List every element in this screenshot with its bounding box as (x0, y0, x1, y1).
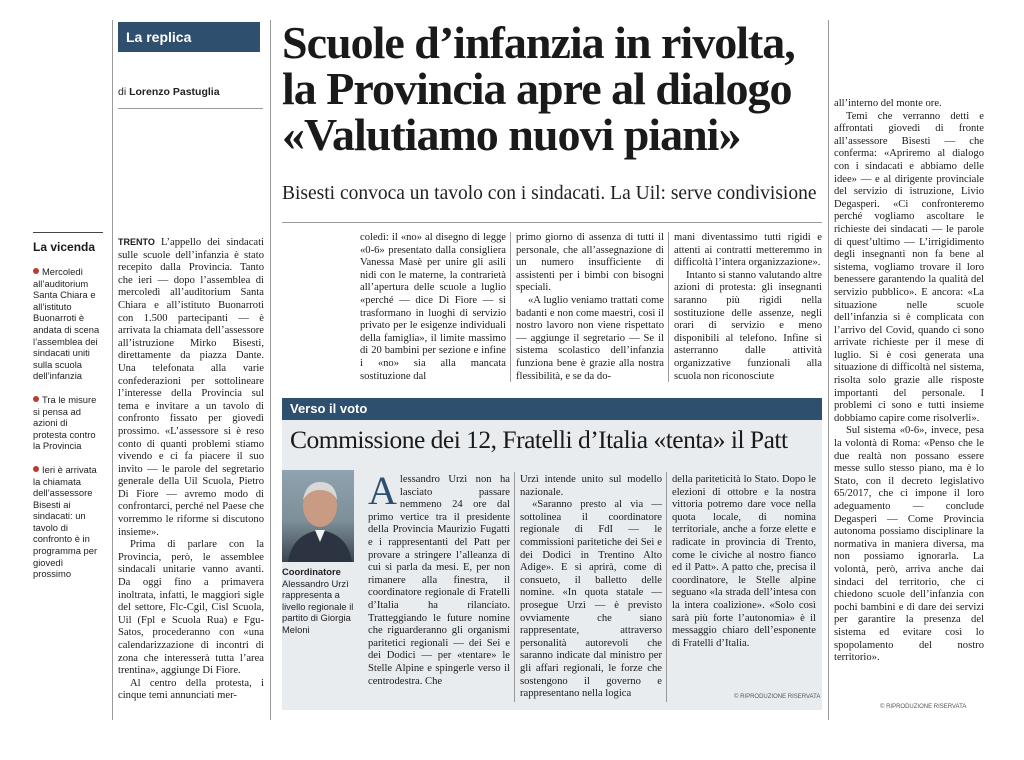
column-rule (668, 232, 669, 382)
headline-divider (282, 222, 822, 223)
article-paragraph: Prima di parlare con la Provincia, però, le assemblee sindacali unitarie vanno avanti. Da oggi fino a primavera inoltrata, infatti, le maggiori sigle del settore, Flc-Cgil, Cisl Scuola, Uil (Fpl e Scuola Rua) e Fgu-Satos, procederanno con «una calendarizzazione di incontri di zona che interesserà tutta l’area trentina», aggiunge Di Fiore. (118, 539, 264, 677)
headline-line-1: Scuole d’infanzia in rivolta, (282, 17, 795, 68)
headline (282, 17, 822, 160)
article-paragraph: Urzì intende unito sul modello nazionale. (520, 474, 662, 498)
article-column-4 (674, 232, 822, 384)
vicenda-item-1: Mercoledì all’auditorium Santa Chiara e all’istituto Buonarroti è andata di scena l’assemblea dei sindacati uniti sulla scuola dell’infanzia (33, 266, 100, 382)
article-paragraph: Alessandro Urzì non ha lasciato passare nemmeno 24 ore dal primo vertice tra il presidente della Provincia Maurizio Fugatti e i rappresentanti del Patt per provare a stringere l’alleanza di cui si parla da mesi. E, per non rimanere alla finestra, il coordinatore regionale di Fratelli d’Italia ha rilanciato. Tratteggiando le future nomine che riguarderanno gli organismi paritetici regionali — dei Sei e dei Dodici — per «tentare» le Stelle Alpine e spingerle verso il centrodestra. Che (368, 474, 510, 687)
copyright-note: © RIPRODUZIONE RISERVATA (880, 704, 967, 710)
voto-column-1 (368, 474, 510, 706)
article-paragraph: mani diventassimo tutti rigidi e attenti ai contratti metteremmo in difficoltà l’intera organizzazione». (674, 232, 822, 269)
vicenda-item-3: Ieri è arrivata la chiamata dell’assessore Bisesti ai sindacati: un tavolo di confronto è in programma per giovedì prossimo (33, 463, 98, 580)
article-column-3 (516, 232, 664, 384)
article-paragraph: Temi che verranno detti e affrontati giovedì di fronte all’assessore Bisesti — che conferma: «Apriremo al dialogo con i sindacati e abbiamo delle idee» — e al dirigente provinciale del servizio di istruzione, Livio Degasperi. «Ci confronteremo perché vogliamo ascoltare le richieste dei sindacati — le parole di quest’ultimo — L’irrigidimento degli insegnanti non fa bene al sistema, vogliamo trovare il loro benessere garantendo la qualità del servizio pubblico». E ancora: «La situazione nelle scuole dell’infanzia si è complicata con l’arrivo del Covid, quando ci sono arrivate richieste per il mese di luglio. Si è così generata una situazione di difficoltà nel sistema, risolta solo grazie alle risposte importanti del personale. I problemi ci sono e tutti insieme dobbiamo capire come risolverli». (834, 110, 984, 424)
voto-kicker: Verso il voto (282, 398, 822, 420)
author-name: Lorenzo Pastuglia (129, 86, 220, 98)
bullet-icon (33, 396, 39, 402)
article-paragraph: Al centro della protesta, i cinque temi annunciati mer- (118, 677, 264, 702)
article-paragraph: TRENTO L’appello dei sindacati sulle scuole dell’infanzia è stato recepito dalla Provincia. Tanto che ieri — dopo l’assemblea di mercoledì all’auditorium Santa Chiara e all’istituto Buonarroti con 1.500 partecipanti — è arrivata la chiamata dell’assessore all’istruzione Mirko Bisesti, direttamente da piazza Dante. Una telefonata alla varie confederazioni per sottolineare l’interesse della Provincia sul tema e invitare a un tavolo di confronto fissato per giovedì prossimo. «L’assessore si è reso conto di quanti problemi stiamo vivendo e ci fa piacere il suo invito — le parole del segretario generale della Uil Scuola, Pietro Di Fiore — avremo modo di confrontarci, perché nel Paese che vorremmo le riforme si discutono insieme». (118, 237, 264, 538)
column-rule (828, 20, 829, 720)
article-paragraph: all’interno del monte ore. (834, 98, 942, 109)
bullet-icon (33, 268, 39, 274)
column-rule (270, 20, 271, 720)
headline-line-2: la Provincia apre al dialogo (282, 63, 792, 114)
vicenda-title: La vicenda (33, 240, 96, 254)
article-column-2 (360, 232, 506, 384)
bullet-icon (33, 466, 39, 472)
byline (118, 86, 263, 98)
replica-label: La replica (118, 22, 260, 52)
replica-divider (118, 108, 263, 109)
byline-prefix: di (118, 86, 127, 98)
headline-line-3: «Valutiamo nuovi piani» (282, 109, 741, 160)
vicenda-rule (33, 232, 103, 233)
voto-headline: Commissione dei 12, Fratelli d’Italia «tenta» il Patt (290, 425, 788, 454)
dropcap: A (368, 474, 397, 513)
article-paragraph: primo giorno di assenza di tutti il personale, che all’assegnazione di un numero insufficiente di assistenti per i bimbi con bisogni speciali. (516, 232, 664, 294)
article-column-1 (118, 236, 264, 720)
vicenda-sidebar (33, 232, 103, 592)
voto-column-2 (520, 474, 662, 706)
article-paragraph: «Saranno presto al via — sottolinea il coordinatore regionale di FdI — le commissioni paritetiche dei Sei e dei Dodici in Trentino Alto Adige». E si aprirà, come di consueto, il balletto delle nomine. «In quota statale — prosegue Urzì — è previsto ovviamente che siano rappresentate, attraverso personalità autorevoli che saranno indicate dal ministro per gli affari regionali, le forze che sostengono il governo e rappresentano nella logica (520, 499, 662, 700)
voto-column-3 (672, 474, 816, 684)
portrait-photo (282, 470, 354, 562)
column-rule (514, 472, 515, 702)
person-icon (282, 470, 354, 562)
article-paragraph: della pariteticità lo Stato. Dopo le elezioni di ottobre e la nostra vittoria potremo dare voce nella quota locale, di nomina territoriale, anche a forze elette e radicate in provincia di Trento, come le civiche al nostro fianco ed il Patt». A patto che, precisa il coordinatore, le Stelle alpine seguano «la strada dell’intesa con la intera coalizione». «Solo così sarà più forte l’autonomia» è il messaggio chiaro dell’esponente di Fratelli d’Italia. (672, 474, 816, 649)
voto-copyright-note: © RIPRODUZIONE RISERVATA (734, 694, 821, 700)
article-paragraph: Sul sistema «0-6», invece, pesa la volontà di Roma: «Penso che le due realtà non possano essere messe sullo stesso piano, ma è lo Stato, con il decreto legislativo 65/2017, che ci impone il loro adeguamento — conclude Degasperi — Come Provincia autonoma possiamo disciplinare la normativa in maniera diversa, ma non possiamo ignorarla. La volontà, però, arriva anche dai sindaci del territorio, che ci chiedono scuole dell’infanzia con pochi bambini e di dare dei servizi per garantire la presenza del sistema ed evitare così lo spopolamento del nostro territorio». (834, 425, 984, 664)
column-rule (666, 472, 667, 702)
dateline: TRENTO (118, 237, 155, 247)
article-column-5 (834, 98, 984, 698)
article-paragraph: «A luglio veniamo trattati come badanti e non come maestri, così il nostro lavoro non viene rispettato — aggiunge il segretario — Se il sistema scolastico dell’infanzia funziona bene è grazie alla nostra flessibilità, e se da do- (516, 294, 664, 382)
article-paragraph: coledì: il «no» al disegno di legge «0-6» presentato dalla consigliera Vanessa Masè per unire gli asili nidi con le materne, la contrarietà all’apertura delle scuole a luglio «perché — dice Di Fiore — si trasformano in luoghi di servizio privato per le esigenze individuali della famiglia», il limite massimo di 20 bambini per sezione e infine i «no» sia alla mancata sostituzione dal (360, 232, 506, 382)
column-rule (510, 232, 511, 382)
subtitle: Bisesti convoca un tavolo con i sindacati. La Uil: serve condivisione (282, 183, 817, 204)
photo-caption-title: Coordinatore (282, 566, 341, 577)
photo-caption-text: Alessandro Urzì rappresenta a livello regionale il partito di Giorgia Meloni (282, 577, 354, 635)
article-paragraph: Intanto si stanno valutando altre azioni di protesta: gli insegnanti saranno più rigidi nella sostituzione delle assenze, negli orari di servizio e meno disponibili al telefono. Infine si asterranno dalle attività organizzative funzionali alla scuola non riconosciute (674, 269, 822, 382)
vicenda-item-2: Tra le misure si pensa ad azioni di protesta contro la Provincia (33, 393, 97, 452)
column-rule (112, 20, 113, 720)
photo-caption (282, 566, 356, 636)
